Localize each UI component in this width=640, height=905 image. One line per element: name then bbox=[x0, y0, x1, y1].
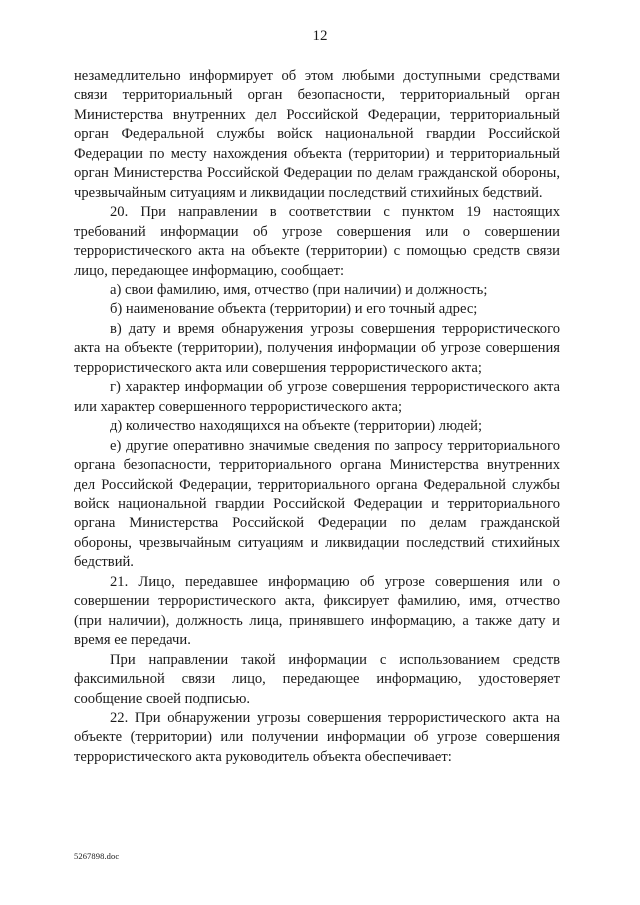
list-item-d: д) количество находящихся на объекте (территории) людей; bbox=[110, 418, 483, 435]
paragraph-clause-20: 20. При направлении в соответствии с пунктом 19 настоящих требований информации об угрозе совершения или о совершении террористического акта на объекте (территории) с помощью средств связи лицо, передающее информацию, сообщает: bbox=[74, 204, 560, 279]
list-item-b: б) наименование объекта (территории) и его точный адрес; bbox=[110, 301, 478, 318]
page-number: 12 bbox=[312, 28, 328, 44]
footer-filename: 5267898.doc bbox=[74, 851, 120, 861]
list-item-g: г) характер информации об угрозе совершения террористического акта или характер совершенного террористического акта; bbox=[74, 379, 560, 415]
list-item-v: в) дату и время обнаружения угрозы совершения террористического акта на объекте (территории), получения информации об угрозе совершения террористического акта или совершения террористического акта; bbox=[74, 320, 560, 376]
document-body bbox=[74, 67, 560, 767]
list-item-a: а) свои фамилию, имя, отчество (при наличии) и должность; bbox=[110, 281, 488, 298]
paragraph-continuation: незамедлительно информирует об этом любыми доступными средствами связи территориальный орган безопасности, территориальный орган Министерства внутренних дел Российской Федерации, территориальный орган Федеральной службы войск национальной гвардии Российской Федерации по месту нахождения объекта (территории) и территориальный орган Министерства Российской Федерации по делам гражданской обороны, чрезвычайным ситуациям и ликвидации последствий стихийных бедствий. bbox=[74, 68, 560, 201]
paragraph-fax-note: При направлении такой информации с использованием средств факсимильной связи лицо, передающее информацию, удостоверяет сообщение своей подписью. bbox=[74, 651, 560, 707]
paragraph-clause-22: 22. При обнаружении угрозы совершения террористического акта на объекте (территории) или получении информации об угрозе совершения террористического акта руководитель объекта обеспечивает: bbox=[74, 709, 560, 765]
paragraph-clause-21: 21. Лицо, передавшее информацию об угрозе совершения или о совершении террористического акта, фиксирует фамилию, имя, отчество (при наличии), должность лица, принявшего информацию, а также дату и время ее передачи. bbox=[74, 573, 560, 649]
list-item-e: е) другие оперативно значимые сведения по запросу территориального органа безопасности, территориального органа Министерства внутренних дел Российской Федерации, территориального органа Федеральной службы войск национальной гвардии Российской Федерации и территориального органа Министерства Российской Федерации по делам гражданской обороны, чрезвычайным ситуациям и ликвидации последствий стихийных бедствий. bbox=[74, 437, 560, 571]
